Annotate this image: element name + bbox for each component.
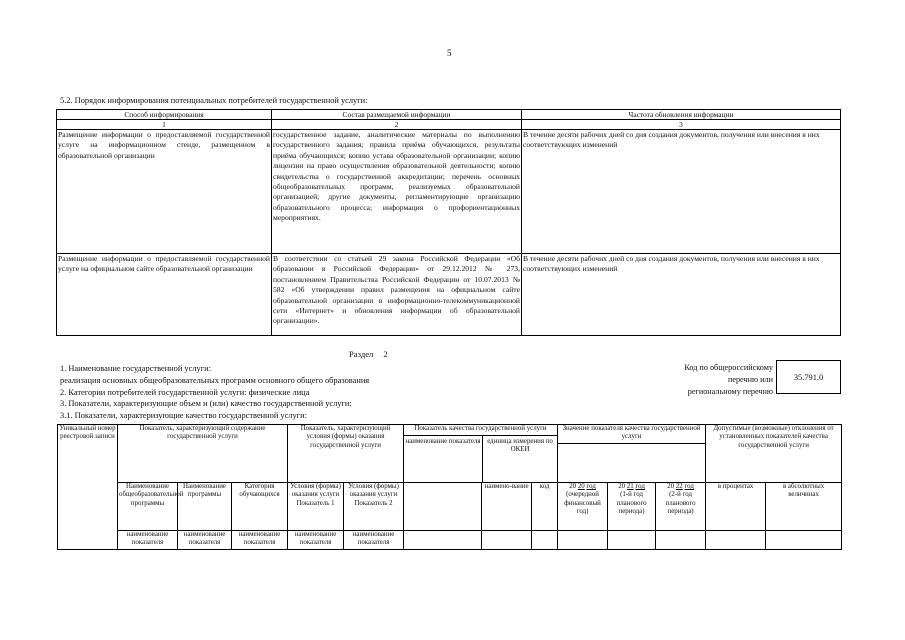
program-name-header: Наименование общеобразовательной программы	[118, 483, 178, 531]
quality-indicator-header: Показатель качества государственной услуги наименование показателя единица измерения по ОКЕИ	[404, 425, 558, 483]
informing-table	[56, 109, 841, 336]
col-number: 2	[272, 120, 522, 130]
content-indicator-header: Показатель, характеризующий содержание государственной услуги	[118, 425, 288, 483]
value-year-3: 20 22 год (2-й год планового периода)	[656, 483, 706, 531]
blank-cell	[608, 531, 656, 550]
quality-indicators-heading: 3.1. Показатели, характеризующие качество государственной услуги:	[60, 411, 307, 420]
blank-cell	[706, 531, 766, 550]
blank-cell	[766, 531, 842, 550]
unit-code-header: код	[532, 483, 558, 531]
unit-header: единица измерения по ОКЕИ	[487, 438, 553, 454]
category-header: Категория обучающихся	[232, 483, 288, 531]
unit-name-header: наимено-вание	[482, 483, 532, 531]
indicators-heading: 3. Показатели, характеризующие объем и (или) качество государственной услуги:	[60, 399, 352, 408]
sub-indicator-name: наименование показателя	[344, 531, 404, 550]
header-content: Состав размещаемой информации	[272, 110, 522, 120]
col-number: 1	[57, 120, 272, 130]
service-name-label: 1. Наименование государственной услуги:	[60, 364, 211, 373]
indicator-name-header: наименование показателя	[404, 436, 483, 482]
deviation-absolute-header: в абсолютных величинах	[766, 483, 842, 531]
frequency-cell: В течение десяти рабочих дней со дня создания документов, получения или внесения в них соответствующих изменений	[522, 130, 841, 254]
sub-indicator-name: наименование показателя	[178, 531, 232, 550]
allowed-deviation-header: Допустимые (возможные) отклонения от установленных показателей качества государственной услуги	[706, 425, 842, 483]
sub-indicator-name: наименование показателя	[288, 531, 344, 550]
quality-table	[57, 424, 842, 550]
method-cell: Размещение информации о предоставляемой государственной услуге на официальном сайте образовательной организации	[57, 254, 272, 336]
blank-cell	[656, 531, 706, 550]
header-frequency: Частота обновления информации	[522, 110, 841, 120]
blank-cell	[558, 531, 608, 550]
deviation-percent-header: в процентах	[706, 483, 766, 531]
section-heading	[349, 349, 388, 359]
sub-indicator-name: наименование показателя	[232, 531, 288, 550]
consumer-category: 2. Категории потребителей государственной услуги: физические лица	[60, 388, 310, 397]
frequency-cell: В течение десяти рабочих дней со дня создания документов, получения или внесения в них соответствующих изменений	[522, 254, 841, 336]
section-label: Раздел	[349, 349, 374, 359]
program-header: Наименование программы	[178, 483, 232, 531]
col-number: 3	[522, 120, 841, 130]
value-year-1: 20 20 год (очередной финансовый год)	[558, 483, 608, 531]
indicator-name-blank	[404, 483, 482, 531]
service-name-value: реализация основных общеобразовательных программ основного общего образования	[60, 376, 370, 385]
values-header: Значение показателя качества государственной услуги	[558, 425, 706, 483]
conditions-indicator-header: Показатель, характеризующий условия (формы) оказания государственной услуги	[288, 425, 404, 483]
form-indicator-2: Условия (формы) оказания услуги Показатель 2	[344, 483, 404, 531]
blank-cell	[482, 531, 532, 550]
content-cell: государственное задание, аналитические материалы по выполнению государственного задания; правила приёма обучающихся, результаты приёма обучающихся; копию устава образовательной организации; копию лицензии на право осуществления образовательной деятельности; копию свидетельства о государственной аккредитации; перечень основных общеобразовательных программ, реализуемых образовательной организацией; другие документы, регламентирующие организацию образовательного процесса; информация о профориентационных мероприятиях.	[272, 130, 522, 254]
content-cell: В соответствии со статьей 29 закона Российской Федерации «Об образовании в Российской Федерации» от 29.12.2012 № 273, постановлением Правительства Российской Федерации от 10.07.2013 № 582 «Об утверждении правил размещения на официальном сайте образовательной организации в информационно-телекоммуникационной сети «Интернет» и обновления информации об образовательной организации».	[272, 254, 522, 336]
unique-number-header: Уникальный номер реестровой записи	[58, 425, 118, 550]
section-title: 5.2. Порядок информирования потенциальных потребителей государственной услуги:	[60, 96, 368, 105]
sub-indicator-name: наименование показателя	[118, 531, 178, 550]
registry-code-label: Код по общероссийскому перечню или региональному перечню	[684, 363, 773, 396]
method-cell: Размещение информации о предоставляемой государственной услуге на информационном стенде, размещенном в образовательной организации	[57, 130, 272, 254]
header-method: Способ информирования	[57, 110, 272, 120]
page-number: 5	[447, 48, 452, 58]
value-year-2: 20 21 год (1-й год планового периода)	[608, 483, 656, 531]
registry-code-box: 35.791.0	[776, 360, 841, 394]
blank-cell	[404, 531, 482, 550]
form-indicator-1: Условия (формы) оказания услуги Показатель 1	[288, 483, 344, 531]
blank-cell	[532, 531, 558, 550]
section-number: 2	[383, 349, 388, 359]
